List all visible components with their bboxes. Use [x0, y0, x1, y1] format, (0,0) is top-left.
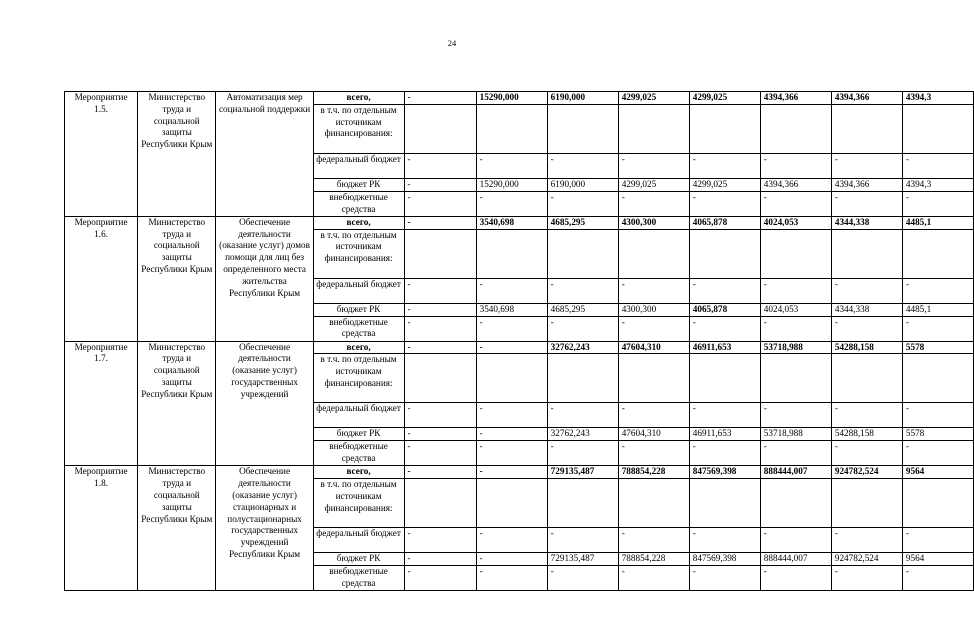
measure-number: Мероприятие 1.5. [65, 92, 138, 217]
value-cell: 4300,300 [618, 216, 689, 229]
empty-cell [760, 104, 831, 153]
value-cell: - [760, 528, 831, 553]
funding-source-label: всего, [313, 466, 404, 479]
measure-title: Обеспечение деятельности (оказание услуг) стационарных и полустационарных государственных учреждений Республики Крым [216, 466, 313, 591]
value-cell: 847569,398 [689, 553, 760, 566]
value-cell: 9564 [902, 553, 973, 566]
value-cell: 4065,878 [689, 216, 760, 229]
value-cell: 4299,025 [689, 92, 760, 105]
empty-cell [618, 104, 689, 153]
value-cell: - [902, 191, 973, 216]
value-cell: - [760, 316, 831, 341]
funding-source-label: федеральный бюджет [313, 403, 404, 428]
value-cell: - [404, 191, 476, 216]
value-cell: - [476, 403, 547, 428]
value-cell: 4394,3 [902, 92, 973, 105]
value-cell: - [689, 191, 760, 216]
measure-number: Мероприятие 1.7. [65, 341, 138, 466]
value-cell: - [476, 278, 547, 303]
value-cell: - [689, 441, 760, 466]
value-cell: 4485,1 [902, 216, 973, 229]
value-cell: 15290,000 [476, 178, 547, 191]
value-cell: - [760, 441, 831, 466]
value-cell: - [760, 153, 831, 178]
value-cell: - [547, 316, 618, 341]
value-cell: - [404, 153, 476, 178]
value-cell: 924782,524 [831, 553, 902, 566]
table-row [65, 92, 974, 105]
empty-cell [476, 229, 547, 278]
value-cell: 4394,366 [760, 92, 831, 105]
value-cell: - [760, 278, 831, 303]
empty-cell [831, 104, 902, 153]
value-cell: - [547, 566, 618, 591]
measure-title: Обеспечение деятельности (оказание услуг) домов помощи для лиц без определенного места жительства Республики Крым [216, 216, 313, 341]
empty-cell [404, 479, 476, 528]
funding-source-label: бюджет РК [313, 178, 404, 191]
value-cell: 888444,007 [760, 553, 831, 566]
value-cell: - [689, 403, 760, 428]
value-cell: - [689, 278, 760, 303]
value-cell: 46911,653 [689, 428, 760, 441]
empty-cell [902, 479, 973, 528]
funding-source-label: внебюджетные средства [313, 441, 404, 466]
empty-cell [547, 354, 618, 403]
value-cell: - [831, 403, 902, 428]
value-cell: - [760, 403, 831, 428]
page-number: 24 [447, 38, 457, 48]
value-cell: - [831, 566, 902, 591]
empty-cell [618, 479, 689, 528]
value-cell: - [547, 403, 618, 428]
funding-source-label: всего, [313, 341, 404, 354]
value-cell: - [404, 178, 476, 191]
value-cell: - [404, 316, 476, 341]
value-cell: - [476, 191, 547, 216]
value-cell: - [902, 153, 973, 178]
value-cell: - [831, 441, 902, 466]
value-cell: 5578 [902, 428, 973, 441]
value-cell: - [404, 466, 476, 479]
empty-cell [902, 104, 973, 153]
value-cell: 6190,000 [547, 92, 618, 105]
value-cell: - [831, 153, 902, 178]
value-cell: - [404, 441, 476, 466]
value-cell: 4344,338 [831, 216, 902, 229]
funding-source-label: федеральный бюджет [313, 528, 404, 553]
value-cell: - [404, 566, 476, 591]
value-cell: - [902, 441, 973, 466]
funding-source-label: внебюджетные средства [313, 316, 404, 341]
value-cell: - [618, 403, 689, 428]
value-cell: - [689, 528, 760, 553]
empty-cell [831, 354, 902, 403]
value-cell: - [476, 566, 547, 591]
empty-cell [547, 229, 618, 278]
value-cell: 9564 [902, 466, 973, 479]
funding-source-label: внебюджетные средства [313, 566, 404, 591]
value-cell: - [476, 466, 547, 479]
value-cell: 729135,487 [547, 553, 618, 566]
value-cell: 32762,243 [547, 341, 618, 354]
value-cell: 4685,295 [547, 303, 618, 316]
value-cell: 4024,053 [760, 216, 831, 229]
value-cell: 54288,158 [831, 428, 902, 441]
value-cell: 4685,295 [547, 216, 618, 229]
empty-cell [404, 354, 476, 403]
value-cell: - [618, 316, 689, 341]
empty-cell [547, 104, 618, 153]
value-cell: - [618, 278, 689, 303]
empty-cell [831, 229, 902, 278]
value-cell: - [547, 441, 618, 466]
value-cell: - [476, 553, 547, 566]
value-cell: 729135,487 [547, 466, 618, 479]
value-cell: 788854,228 [618, 466, 689, 479]
value-cell: - [618, 528, 689, 553]
empty-cell [547, 479, 618, 528]
value-cell: - [404, 216, 476, 229]
value-cell: 924782,524 [831, 466, 902, 479]
empty-cell [902, 229, 973, 278]
value-cell: - [476, 441, 547, 466]
empty-cell [760, 354, 831, 403]
value-cell: 53718,988 [760, 428, 831, 441]
funding-source-label: в т.ч. по отдельным источникам финансирования: [313, 104, 404, 153]
empty-cell [404, 229, 476, 278]
measure-title: Автоматизация мер социальной поддержки [216, 92, 313, 217]
value-cell: 4299,025 [618, 178, 689, 191]
value-cell: 888444,007 [760, 466, 831, 479]
value-cell: - [404, 341, 476, 354]
table-row [65, 216, 974, 229]
funding-source-label: всего, [313, 216, 404, 229]
value-cell: - [476, 153, 547, 178]
value-cell: 46911,653 [689, 341, 760, 354]
empty-cell [760, 229, 831, 278]
value-cell: - [547, 191, 618, 216]
value-cell: 4485,1 [902, 303, 973, 316]
value-cell: 4065,878 [689, 303, 760, 316]
value-cell: - [547, 528, 618, 553]
value-cell: 47604,310 [618, 428, 689, 441]
empty-cell [618, 229, 689, 278]
value-cell: 4299,025 [618, 92, 689, 105]
value-cell: - [404, 403, 476, 428]
empty-cell [760, 479, 831, 528]
executor-name: Министерство труда и социальной защиты Республики Крым [138, 466, 216, 591]
funding-source-label: внебюджетные средства [313, 191, 404, 216]
value-cell: 53718,988 [760, 341, 831, 354]
executor-name: Министерство труда и социальной защиты Республики Крым [138, 216, 216, 341]
value-cell: 3540,698 [476, 216, 547, 229]
value-cell: - [902, 278, 973, 303]
measure-number: Мероприятие 1.6. [65, 216, 138, 341]
value-cell: 54288,158 [831, 341, 902, 354]
value-cell: - [618, 191, 689, 216]
funding-source-label: в т.ч. по отдельным источникам финансирования: [313, 229, 404, 278]
value-cell: - [831, 278, 902, 303]
value-cell: - [476, 341, 547, 354]
value-cell: - [618, 153, 689, 178]
value-cell: - [831, 316, 902, 341]
empty-cell [689, 104, 760, 153]
value-cell: - [476, 528, 547, 553]
funding-source-label: в т.ч. по отдельным источникам финансирования: [313, 354, 404, 403]
measure-title: Обеспечение деятельности (оказание услуг) государственных учреждений [216, 341, 313, 466]
funding-source-label: в т.ч. по отдельным источникам финансирования: [313, 479, 404, 528]
funding-source-label: бюджет РК [313, 428, 404, 441]
value-cell: - [404, 278, 476, 303]
value-cell: - [902, 566, 973, 591]
empty-cell [689, 229, 760, 278]
value-cell: 3540,698 [476, 303, 547, 316]
measure-number: Мероприятие 1.8. [65, 466, 138, 591]
value-cell: 4394,3 [902, 178, 973, 191]
table-row [65, 466, 974, 479]
value-cell: 4344,338 [831, 303, 902, 316]
value-cell: - [760, 566, 831, 591]
empty-cell [404, 104, 476, 153]
value-cell: - [760, 191, 831, 216]
value-cell: - [547, 153, 618, 178]
value-cell: - [831, 528, 902, 553]
value-cell: 4394,366 [831, 92, 902, 105]
funding-source-label: бюджет РК [313, 303, 404, 316]
value-cell: 4394,366 [760, 178, 831, 191]
value-cell: 32762,243 [547, 428, 618, 441]
empty-cell [689, 479, 760, 528]
value-cell: - [547, 278, 618, 303]
funding-source-label: бюджет РК [313, 553, 404, 566]
empty-cell [476, 479, 547, 528]
value-cell: - [831, 191, 902, 216]
value-cell: 788854,228 [618, 553, 689, 566]
value-cell: - [404, 428, 476, 441]
executor-name: Министерство труда и социальной защиты Республики Крым [138, 92, 216, 217]
value-cell: - [476, 428, 547, 441]
value-cell: 4394,366 [831, 178, 902, 191]
budget-table-viewport [64, 91, 932, 611]
empty-cell [902, 354, 973, 403]
value-cell: - [404, 92, 476, 105]
value-cell: - [689, 153, 760, 178]
value-cell: - [902, 528, 973, 553]
value-cell: 4299,025 [689, 178, 760, 191]
empty-cell [476, 104, 547, 153]
value-cell: - [689, 316, 760, 341]
value-cell: 4024,053 [760, 303, 831, 316]
table-row [65, 341, 974, 354]
value-cell: 5578 [902, 341, 973, 354]
value-cell: - [689, 566, 760, 591]
value-cell: 47604,310 [618, 341, 689, 354]
value-cell: - [404, 528, 476, 553]
value-cell: 15290,000 [476, 92, 547, 105]
value-cell: - [618, 441, 689, 466]
empty-cell [618, 354, 689, 403]
value-cell: - [902, 316, 973, 341]
value-cell: - [404, 553, 476, 566]
value-cell: - [476, 316, 547, 341]
empty-cell [476, 354, 547, 403]
value-cell: 4300,300 [618, 303, 689, 316]
value-cell: 6190,000 [547, 178, 618, 191]
empty-cell [831, 479, 902, 528]
executor-name: Министерство труда и социальной защиты Республики Крым [138, 341, 216, 466]
value-cell: - [404, 303, 476, 316]
value-cell: 847569,398 [689, 466, 760, 479]
empty-cell [689, 354, 760, 403]
value-cell: - [618, 566, 689, 591]
budget-table [64, 91, 974, 591]
funding-source-label: федеральный бюджет [313, 153, 404, 178]
funding-source-label: всего, [313, 92, 404, 105]
funding-source-label: федеральный бюджет [313, 278, 404, 303]
value-cell: - [902, 403, 973, 428]
